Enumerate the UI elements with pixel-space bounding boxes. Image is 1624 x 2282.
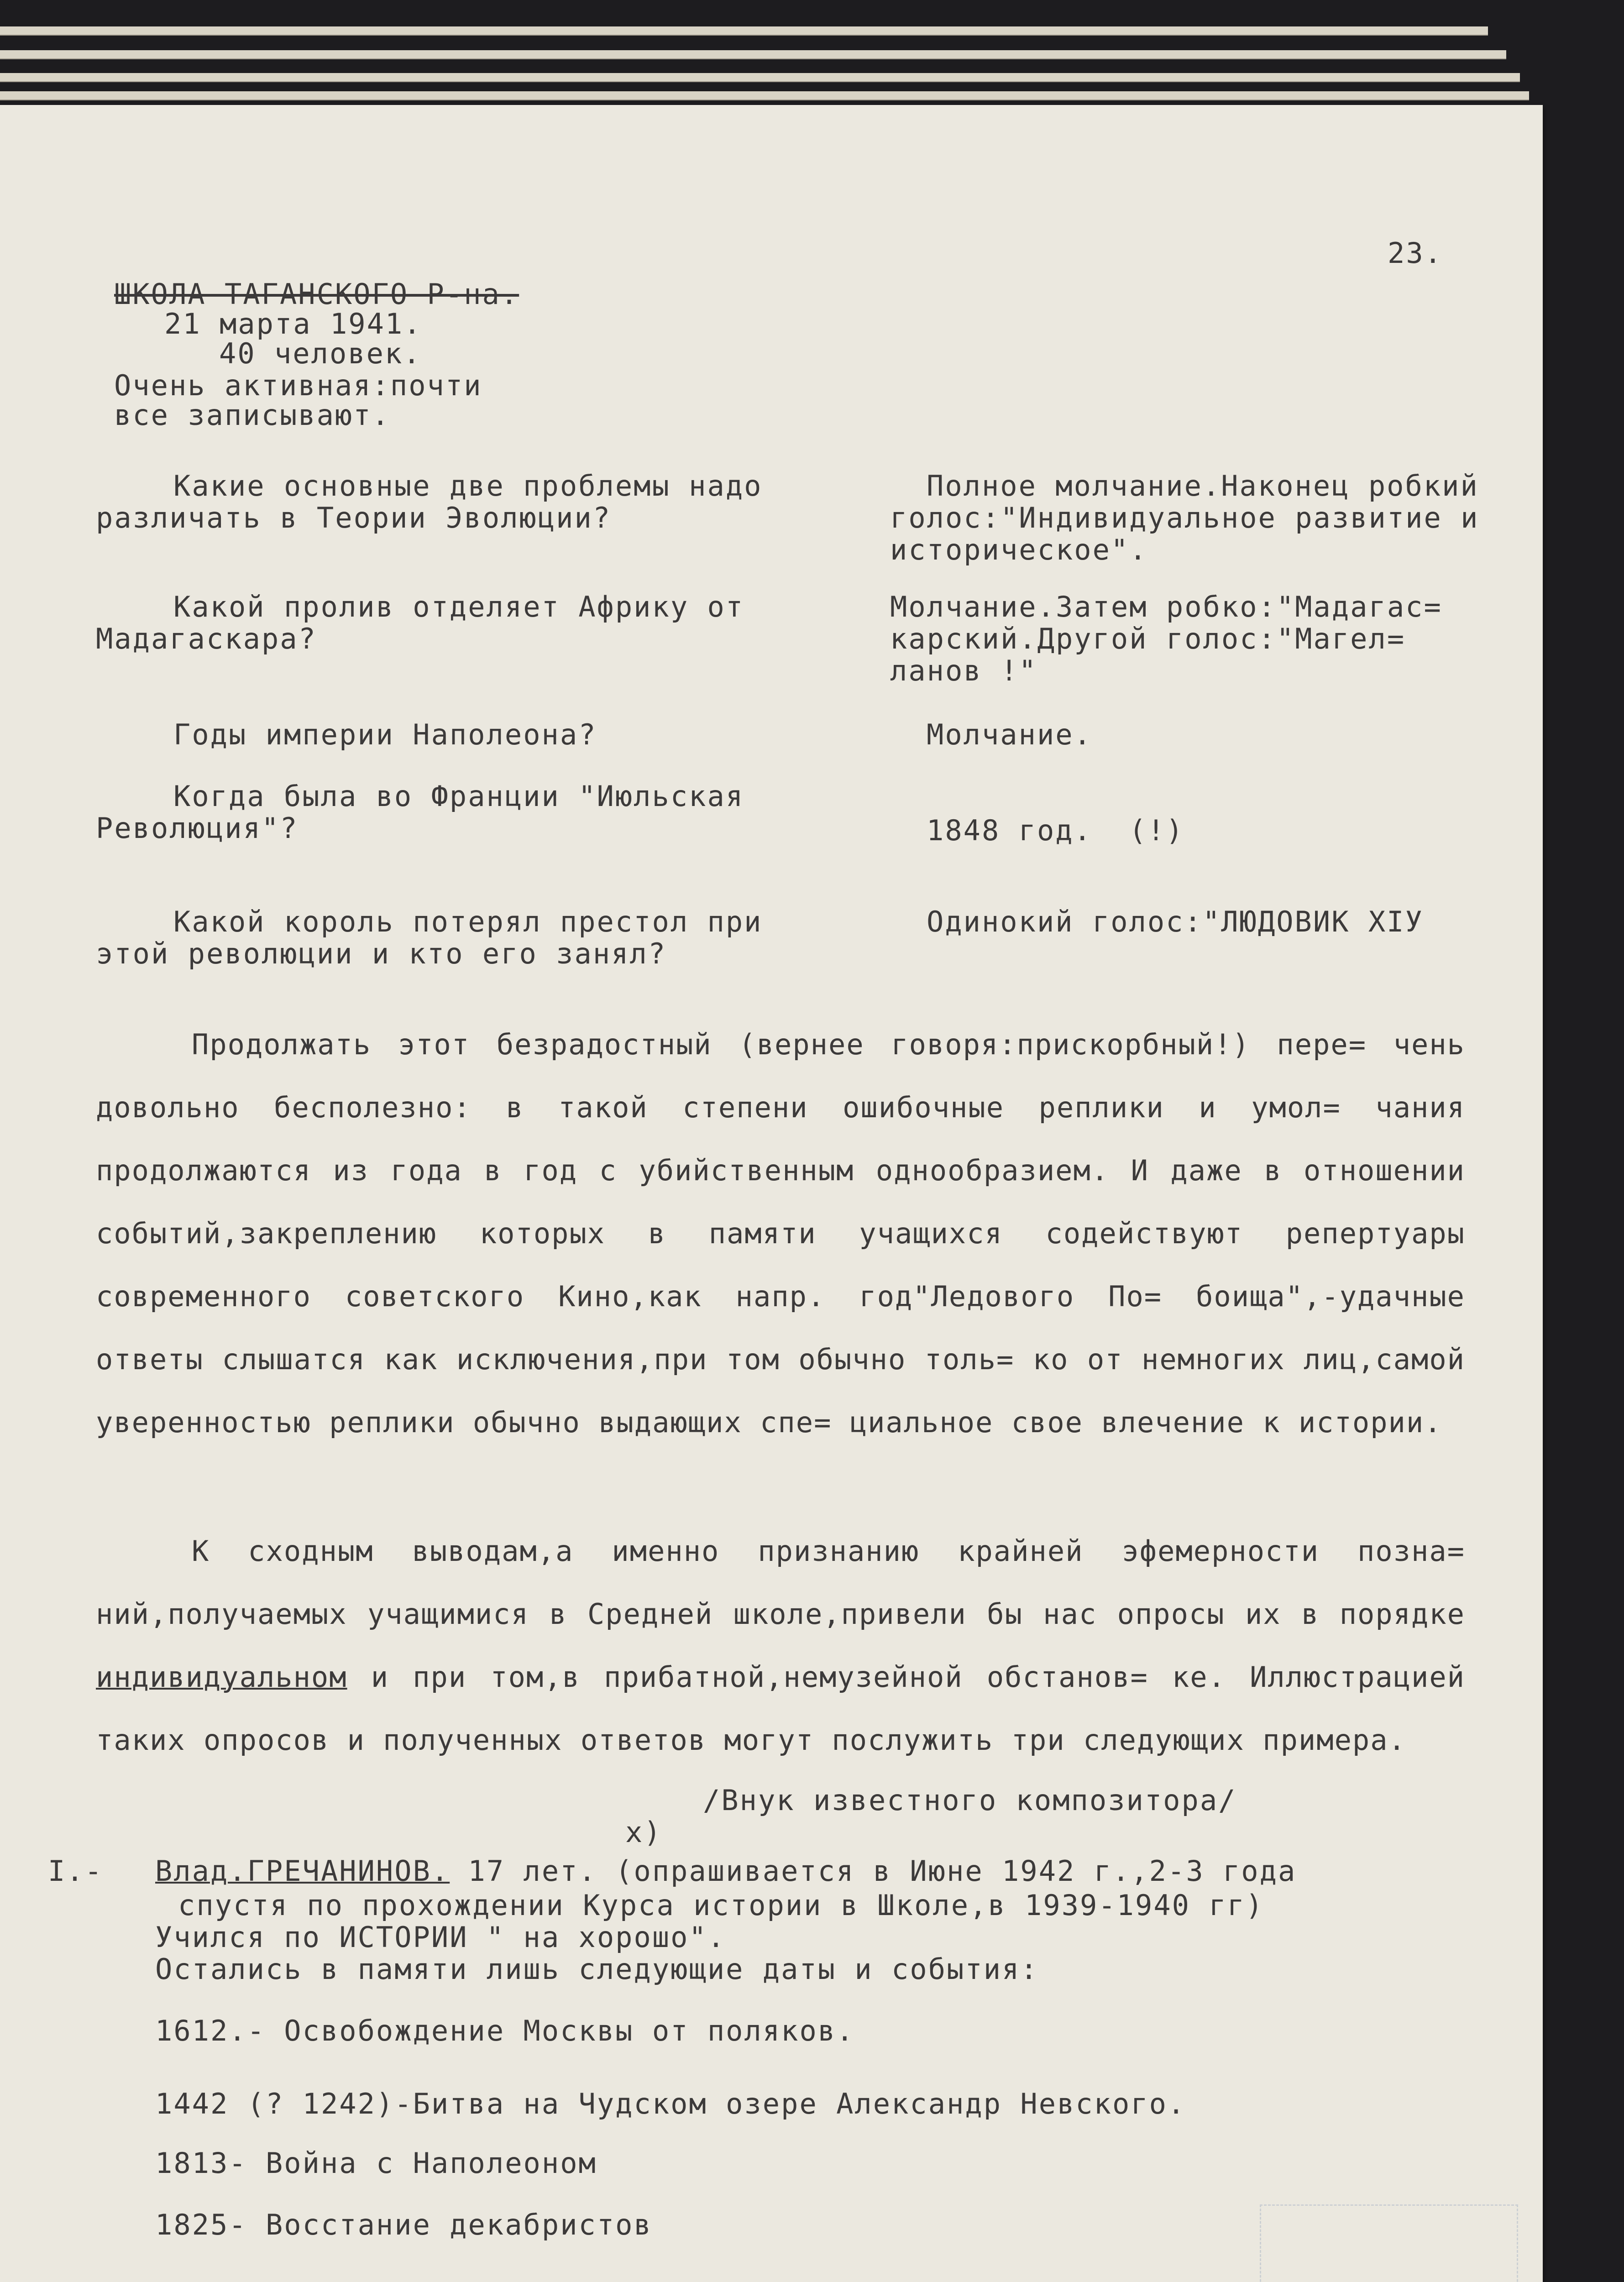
example-line4: Остались в памяти лишь следующие даты и события: <box>155 1952 1039 1986</box>
paragraph-2-emphasis: индивидуальном <box>96 1660 347 1694</box>
answer-1: Полное молчание.Наконец робкий голос:"Индивидуальное развитие и историческое". <box>890 469 1479 566</box>
footnote-aside: /Внук известного композитора/ <box>703 1784 1237 1817</box>
event-item: 1825- Восстание декабристов <box>155 2208 652 2241</box>
question-4: Когда была во Франции "Июльская Революция"? <box>96 780 744 845</box>
page-stack-edge <box>0 26 1488 36</box>
event-item: 1442 (? 1242)-Битва на Чудском озере Александр Невского. <box>155 2087 1186 2120</box>
example-line2: спустя по прохождении Курса истории в Школе,в 1939-1940 гг) <box>178 1889 1264 1922</box>
session-date: 21 марта 1941. <box>164 307 422 340</box>
page-stack-edge <box>0 91 1529 100</box>
answer-2: Молчание.Затем робко:"Мадагас= карский.Другой голос:"Магел= ланов !" <box>890 590 1442 687</box>
paragraph-2 <box>96 1520 1465 1772</box>
school-heading: ШКОЛА ТАГАНСКОГО Р-на. <box>114 277 519 311</box>
event-item: 1612.- Освобождение Москвы от поляков. <box>155 2014 855 2047</box>
archive-stamp <box>1260 2204 1518 2282</box>
question-5: Какой король потерял престол при этой революции и кто его занял? <box>96 905 763 970</box>
question-2: Какой пролив отделяет Африку от Мадагаскара? <box>96 590 744 655</box>
event-item: 1813- Война с Наполеоном <box>155 2146 597 2180</box>
footnote-mark: x) <box>625 1816 662 1849</box>
example-line1-rest: 17 лет. (опрашивается в Июне 1942 г.,2-3 года <box>450 1854 1297 1888</box>
answer-4: 1848 год. (!) <box>927 814 1184 847</box>
student-name: Влад.ГРЕЧАНИНОВ. <box>155 1854 450 1888</box>
example-number: I.- <box>48 1854 103 1888</box>
class-note-line2: все записывают. <box>114 398 390 432</box>
paragraph-1-text: Продолжать этот безрадостный (вернее говоря:прискорбный!) пере= чень довольно бесполезно: в такой степени ошибочные реплики и умол= чания продолжаются из года в год с убийственным однообразием. И даже в отношении событий,закреплению которых в памяти учащихся содействуют репертуары современного советского Кино,как напр. год"Ледового По= боища",-удачные ответы слышатся как исключения,при том обычно толь= ко от немногих лиц,самой уверенностью реплики обычно выдающих спе= циальное свое влечение к истории. <box>96 1028 1465 1439</box>
document-page <box>0 105 1543 2282</box>
answer-3: Молчание. <box>927 718 1092 751</box>
paragraph-1 <box>96 1013 1465 1454</box>
example-line1 <box>155 1855 1296 1887</box>
question-3: Годы империи Наполеона? <box>173 718 597 751</box>
class-note-line1: Очень активная:почти <box>114 369 482 402</box>
attendance-count: 40 человек. <box>219 337 422 370</box>
question-1: Какие основные две проблемы надо различать в Теории Эволюции? <box>96 469 763 534</box>
example-line3: Учился по ИСТОРИИ " на хорошо". <box>155 1921 726 1954</box>
page-stack-edge <box>0 73 1520 82</box>
page-number: 23. <box>1388 236 1443 270</box>
paragraph-2-text-b: и при том,в прибатной,немузейной обстанов= ке. Иллюстрацией таких опросов и полученных ответов могут послужить три следующих примера. <box>96 1660 1465 1757</box>
paragraph-2-text-a: К сходным выводам,а именно признанию крайней эфемерности позна= ний,получаемых учащимися в Средней школе,привели бы нас опросы их в порядке <box>96 1534 1465 1631</box>
answer-5: Одинокий голос:"ЛЮДОВИК XIУ <box>927 905 1424 938</box>
page-stack-edge <box>0 50 1506 59</box>
